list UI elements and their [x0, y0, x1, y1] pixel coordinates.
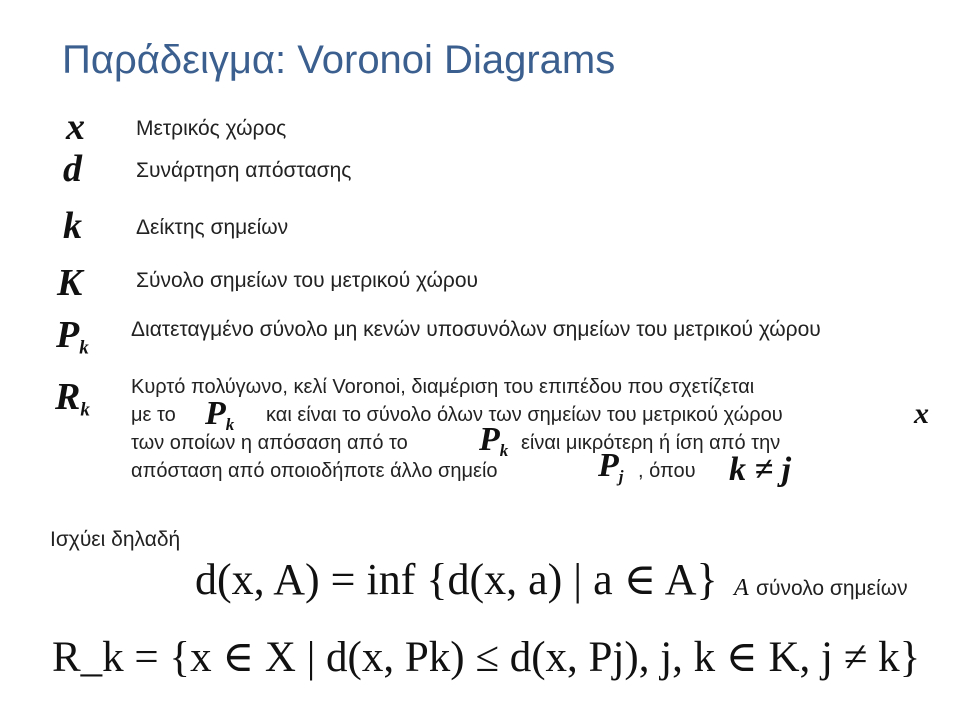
voronoi-line-4a: απόσταση από οποιοδήποτε άλλο σημείο	[131, 460, 498, 482]
voronoi-line-3b: είναι μικρότερη ή ίση από την	[521, 432, 781, 454]
symbol-Rk: $R_k$	[55, 376, 90, 421]
set-note-text: σύνολο σημείων	[756, 577, 908, 600]
symbol-k: k	[63, 205, 82, 247]
inline-symbol-Pk: $P_k$	[205, 395, 235, 434]
voronoi-line-1: Κυρτό πολύγωνο, κελί Voronoi, διαμέριση του επιπέδου που σχετίζεται	[131, 376, 755, 398]
inline-condition-k-not-j: k ≠ j	[729, 451, 792, 488]
symbol-Pk: $P_k$	[56, 314, 89, 359]
symbol-K: K	[57, 262, 83, 304]
definition-ordered-subsets: Διατεταγμένο σύνολο μη κενών υποσυνόλων σημείων του μετρικού χώρου	[131, 318, 821, 341]
set-note-symbol: A	[734, 575, 749, 601]
voronoi-cell-definition	[131, 373, 941, 488]
voronoi-line-4b: , όπου	[638, 460, 696, 482]
holds-label: Ισχύει δηλαδή	[50, 528, 181, 551]
formula-set-distance	[195, 555, 718, 604]
definition-point-index: Δείκτης σημείων	[136, 216, 289, 239]
voronoi-line-2a: με το	[131, 404, 176, 426]
symbol-x: x	[66, 106, 85, 148]
formula-voronoi-cell-text: R_k = {x ∈ X | d(x, Pk) ≤ d(x, Pj), j, k ∈ K, j ≠ k}	[52, 634, 921, 681]
formula-set-distance-text: d(x, A) = inf {d(x, a) | a ∈ A}	[195, 555, 718, 604]
voronoi-line-3a: των οποίων η απόσαση από το	[131, 432, 408, 454]
definition-metric-space: Μετρικός χώρος	[136, 117, 287, 140]
slide-title: Παράδειγμα: Voronoi Diagrams	[62, 38, 616, 82]
formula-voronoi-cell	[52, 636, 920, 679]
inline-symbol-Pk-2: $P_k$	[479, 421, 509, 460]
symbol-d: d	[63, 148, 82, 190]
inline-symbol-x: x	[914, 397, 929, 430]
definition-distance-function: Συνάρτηση απόστασης	[136, 159, 352, 182]
voronoi-line-2b: και είναι το σύνολο όλων των σημείων του μετρικού χώρου	[266, 404, 783, 426]
definition-point-set: Σύνολο σημείων του μετρικού χώρου	[136, 269, 479, 292]
inline-symbol-Pj: $P_j$	[598, 447, 624, 486]
